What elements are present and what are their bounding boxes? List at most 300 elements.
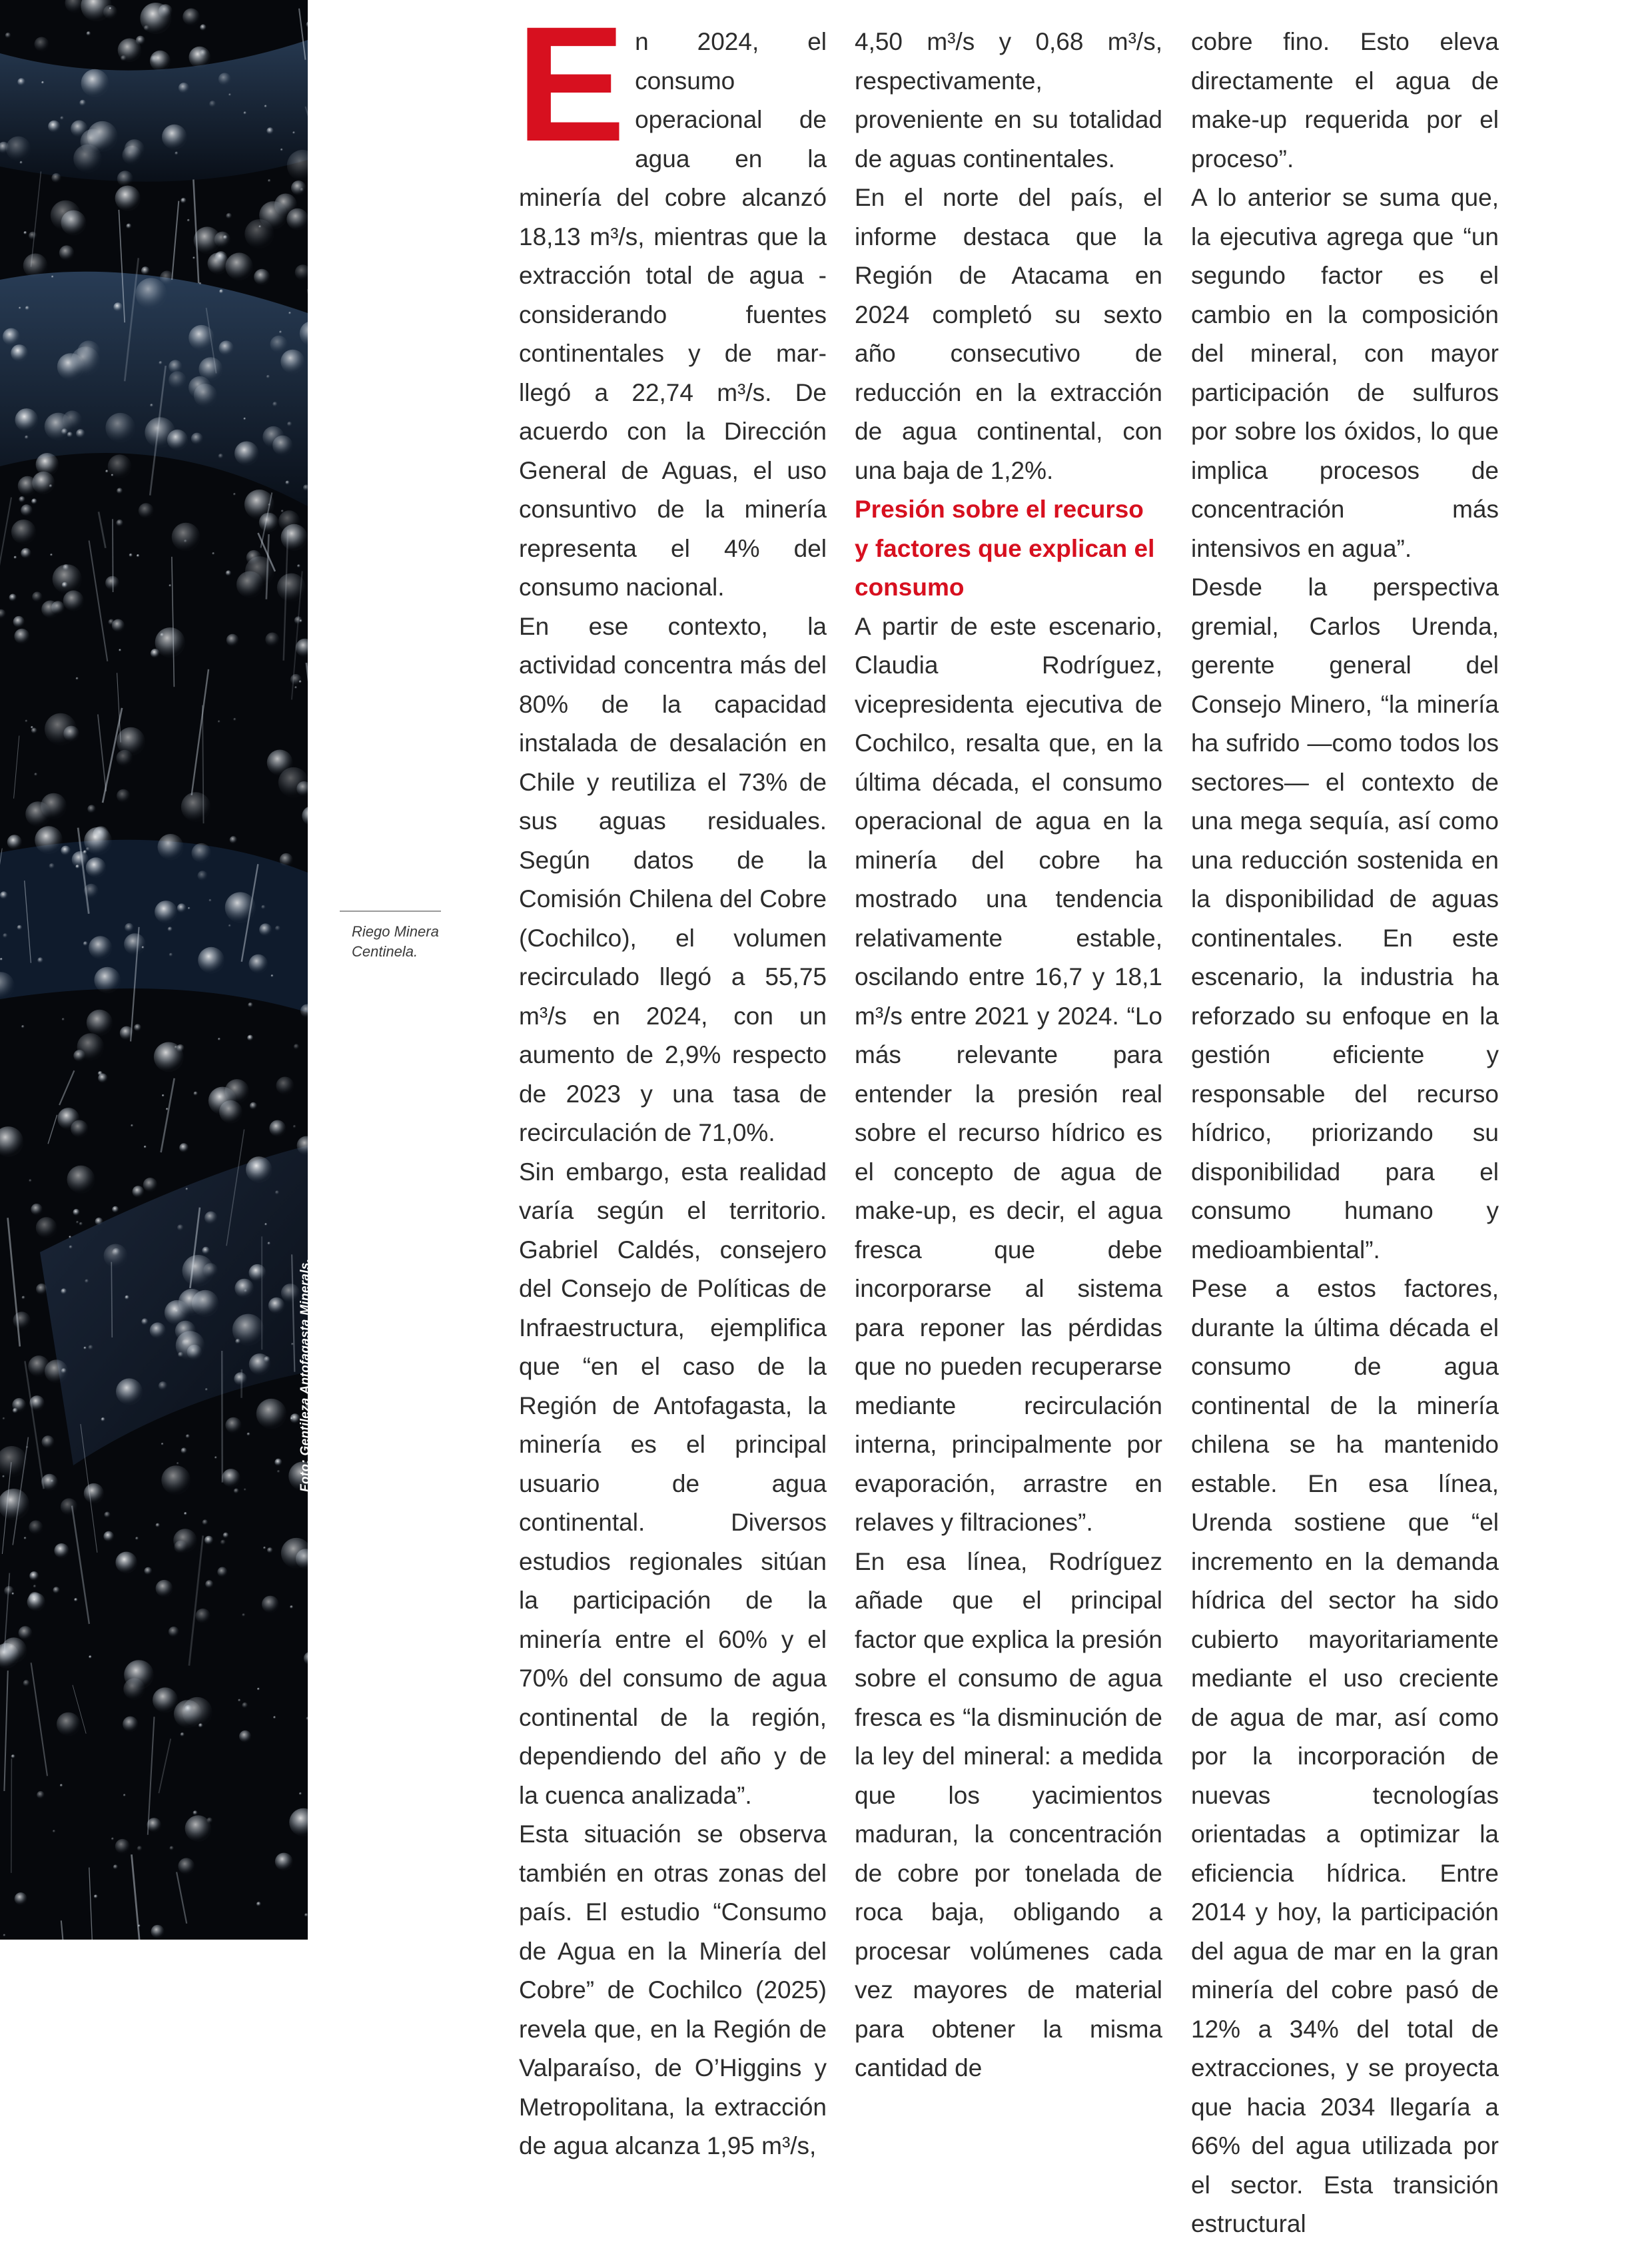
water-droplet: [191, 433, 203, 445]
water-droplet: [29, 1571, 39, 1581]
water-droplet: [161, 1465, 191, 1495]
water-droplet: [144, 25, 149, 31]
water-droplet: [169, 1846, 174, 1851]
water-droplet: [134, 1024, 141, 1031]
water-droplet: [294, 1044, 299, 1049]
water-droplet: [199, 1723, 203, 1728]
water-droplet: [290, 1605, 293, 1609]
water-droplet: [17, 925, 23, 931]
water-droplet: [117, 750, 133, 767]
water-droplet: [104, 1244, 128, 1268]
water-droplet: [172, 523, 201, 552]
water-droplet: [28, 1355, 49, 1377]
water-droplet: [117, 488, 123, 494]
water-droplet: [125, 139, 145, 159]
paragraph: n 2024, el consumo operacional de agua en la minería del cobre alcanzó 18,13 m³/s, mientras que la extracción total de agua -considerando fuentes continentales y de mar- llegó a 22,74 m³/s. De acuerdo con la Dirección General de Aguas, el uso consuntivo de la minería representa el 4% del consumo nacional.: [519, 23, 827, 607]
water-droplet: [101, 1417, 105, 1421]
water-droplet: [61, 1288, 67, 1294]
water-droplet: [188, 907, 191, 910]
water-droplet: [11, 1754, 15, 1758]
water-droplet: [265, 633, 279, 647]
water-droplet: [259, 201, 287, 229]
water-droplet: [158, 834, 184, 860]
water-droplet: [288, 312, 291, 314]
water-droplet: [177, 903, 187, 913]
water-droplet: [145, 1567, 153, 1575]
water-droplet: [193, 1810, 198, 1815]
water-droplet: [59, 245, 75, 260]
water-droplet: [74, 1598, 78, 1602]
water-droplet: [184, 540, 187, 543]
water-droplet: [249, 954, 268, 974]
water-droplet: [275, 926, 280, 931]
water-droplet: [266, 375, 270, 378]
water-droplet: [250, 1102, 257, 1110]
water-droplet: [45, 413, 73, 441]
water-droplet: [223, 1533, 229, 1539]
water-droplet: [60, 117, 64, 121]
water-droplet: [31, 726, 33, 729]
water-droplet: [226, 570, 232, 576]
water-droplet: [168, 927, 173, 931]
water-droplet: [13, 1311, 31, 1329]
water-droplet: [272, 402, 278, 407]
water-droplet: [285, 481, 289, 485]
water-droplet: [153, 1687, 178, 1712]
water-droplet: [76, 1221, 79, 1224]
water-droplet: [242, 1702, 248, 1708]
water-droplet: [119, 649, 121, 651]
water-droplet: [12, 1593, 15, 1595]
water-droplet: [21, 548, 31, 559]
water-droplet: [62, 1018, 65, 1020]
water-droplet: [299, 680, 302, 683]
water-droplet: [184, 1512, 187, 1515]
water-droplet: [266, 127, 274, 135]
water-droplet: [103, 1531, 114, 1542]
water-droplet: [186, 1434, 190, 1438]
water-droplet: [203, 1519, 208, 1525]
water-droplet: [246, 1156, 272, 1182]
water-droplet: [274, 1459, 282, 1466]
water-droplet: [3, 1934, 6, 1937]
water-droplet: [151, 1925, 165, 1938]
water-droplet: [51, 173, 61, 183]
water-droplet: [37, 1791, 45, 1799]
water-droplet: [276, 1077, 294, 1095]
water-droplet: [11, 344, 28, 362]
water-droplet: [248, 1002, 253, 1008]
water-droplet: [129, 554, 133, 558]
water-droplet: [111, 474, 114, 477]
water-droplet: [76, 677, 79, 680]
water-droplet: [87, 1010, 113, 1036]
water-droplet: [67, 1166, 95, 1194]
water-droplet: [187, 219, 190, 222]
water-droplet: [291, 181, 306, 195]
water-droplet: [268, 1298, 285, 1314]
water-droplet: [89, 1655, 92, 1659]
water-droplet: [156, 1523, 161, 1528]
water-droplet: [205, 1212, 217, 1224]
water-droplet: [272, 436, 292, 456]
water-droplet: [41, 601, 59, 618]
water-droplet: [71, 121, 87, 137]
water-droplet: [121, 55, 127, 61]
water-droplet: [208, 1087, 236, 1115]
water-droplet: [194, 1092, 198, 1096]
water-droplet: [33, 1599, 36, 1601]
water-droplet: [258, 225, 261, 228]
water-droplet: [254, 269, 270, 285]
water-droplet: [50, 554, 53, 556]
water-droplet: [218, 454, 224, 459]
water-droplet: [286, 208, 308, 230]
water-droplet: [259, 923, 272, 936]
water-droplet: [81, 69, 109, 97]
water-droplet: [98, 1074, 107, 1083]
water-droplet: [280, 350, 304, 374]
water-droplet: [261, 905, 266, 910]
water-droplet: [22, 1296, 25, 1300]
water-droplet: [51, 200, 81, 230]
water-droplet: [218, 1038, 220, 1040]
water-droplet: [23, 254, 48, 278]
water-droplet: [53, 1830, 56, 1833]
water-droplet: [131, 1124, 133, 1127]
water-droplet: [264, 1223, 267, 1226]
water-droplet: [15, 408, 39, 432]
water-droplet: [234, 442, 258, 466]
water-droplet: [53, 1587, 59, 1593]
water-droplet: [177, 1462, 179, 1465]
water-droplet: [196, 1609, 210, 1623]
water-droplet: [123, 1716, 138, 1732]
water-droplet: [126, 224, 131, 229]
water-droplet: [49, 863, 55, 869]
water-droplet: [228, 925, 231, 927]
article-column-1: [519, 23, 827, 2166]
water-droplet: [57, 1108, 79, 1130]
water-droplet: [183, 9, 200, 26]
water-droplet: [23, 1680, 30, 1686]
water-droplet: [25, 436, 29, 440]
water-droplet: [62, 582, 68, 588]
article-column-3: [1191, 23, 1499, 2244]
water-droplet: [234, 1279, 254, 1298]
water-droplet: [249, 1264, 266, 1282]
water-droplet: [15, 1892, 27, 1905]
water-droplet: [226, 213, 232, 219]
water-droplet: [214, 1456, 217, 1459]
water-droplet: [144, 1146, 147, 1148]
water-droplet: [84, 1483, 104, 1503]
water-droplet: [208, 899, 211, 902]
water-droplet: [155, 901, 177, 923]
water-droplet: [205, 1536, 213, 1545]
water-droplet: [290, 1417, 293, 1420]
water-droplet: [264, 105, 267, 107]
water-droplet: [94, 967, 121, 994]
water-droplet: [87, 31, 91, 36]
water-droplet: [31, 1204, 43, 1216]
water-droplet: [113, 302, 123, 312]
water-droplet: [61, 846, 71, 856]
water-droplet: [112, 619, 125, 632]
water-droplet: [87, 805, 96, 813]
water-droplet: [54, 1543, 69, 1558]
water-droplet: [86, 847, 90, 851]
water-droplet: [9, 594, 17, 601]
paragraph: A partir de este escenario, Claudia Rodríguez, vicepresidenta ejecutiva de Cochilco, resalta que, en la última década, el consumo operacional de agua en la minería del cobre ha mostrado una tendencia relativamente estable, oscilando entre 16,7 y 18,1 m³/s entre 2021 y 2024. “Lo más relevante para entender la presión real sobre el recurso hídrico es el concepto de agua de make-up, es decir, el agua fresca que debe incorporarse al sistema para reponer las pérdidas que no pueden recuperarse mediante recirculación interna, principalmente por evaporación, arrastre en relaves y filtraciones”.: [855, 607, 1162, 1543]
water-droplet: [112, 1206, 119, 1213]
water-droplet: [225, 252, 252, 280]
water-droplet: [218, 73, 231, 85]
water-droplet: [115, 186, 141, 211]
water-droplet: [169, 1627, 179, 1637]
caption-rule: [340, 911, 441, 912]
water-droplet: [200, 24, 206, 31]
water-droplet: [0, 891, 8, 899]
water-droplet: [169, 953, 173, 957]
water-droplet: [11, 520, 36, 544]
water-droplet: [35, 37, 49, 51]
water-droplet: [233, 493, 236, 496]
water-droplet: [299, 1792, 302, 1795]
water-droplet: [63, 726, 79, 742]
water-droplet: [239, 1730, 251, 1742]
water-droplet: [33, 1585, 37, 1588]
water-droplet: [226, 634, 239, 647]
water-droplet: [105, 576, 119, 590]
water-droplet: [135, 278, 167, 309]
water-droplet: [194, 384, 217, 407]
droplet-illustration: [0, 0, 308, 1940]
water-droplet: [281, 510, 284, 512]
water-droplet: [115, 1839, 130, 1854]
water-droplet: [277, 1470, 280, 1473]
water-streak: [111, 1262, 112, 1337]
water-droplet: [267, 1242, 270, 1245]
drop-cap: E: [516, 28, 625, 140]
water-droplet: [219, 340, 234, 355]
water-droplet: [183, 1697, 212, 1727]
water-droplet: [135, 1537, 139, 1540]
water-droplet: [279, 330, 282, 333]
water-droplet: [27, 1593, 45, 1611]
paragraph: Desde la perspectiva gremial, Carlos Urenda, gerente general del Consejo Minero, “la minería ha sufrido —como todos los sectores— el contexto de una mega sequía, así como una reducción sostenida en la disponibilidad de aguas continentales. En este escenario, la industria ha reforzado su enfoque en la gestión eficiente y responsable del recurso hídrico, priorizando su disponibilidad para el consumo humano y medioambiental”.: [1191, 568, 1499, 1270]
water-droplet: [51, 276, 54, 278]
water-droplet: [169, 360, 182, 373]
water-droplet: [247, 1035, 253, 1041]
water-droplet: [150, 1322, 166, 1338]
water-droplet: [257, 1688, 260, 1690]
water-droplet: [179, 83, 189, 93]
water-droplet: [181, 198, 187, 204]
water-droplet: [69, 1246, 73, 1250]
water-droplet: [287, 422, 292, 426]
water-droplet: [256, 1902, 261, 1906]
water-droplet: [89, 936, 112, 959]
water-droplet: [124, 1660, 154, 1690]
water-droplet: [72, 851, 89, 868]
water-droplet: [104, 1512, 110, 1518]
water-droplet: [177, 1044, 185, 1052]
water-droplet: [111, 1838, 114, 1840]
water-droplet: [234, 1372, 247, 1385]
article-column-2: [855, 23, 1162, 2088]
water-droplet: [23, 231, 27, 234]
water-droplet: [264, 1356, 270, 1363]
water-droplet: [124, 933, 146, 955]
paragraph: Pese a estos factores, durante la última década el consumo de agua continental de la minería chilena se ha mantenido estable. En esa línea, Urenda sostiene que “el incremento en la demanda hídrica del sector ha sido cubierto mayoritariamente mediante el uso creciente de agua de mar, así como por la incorporación de nuevas tecnologías orientadas a optimizar la eficiencia hídrica. Entre 2014 y hoy, la participación del agua de mar en la gran minería del cobre pasó de 12% a 34% del total de extracciones, y se proyecta que hacia 2034 llegaría a 66% del agua utilizada por el sector. Esta transición estructural: [1191, 1270, 1499, 2244]
water-droplet: [137, 554, 140, 558]
water-droplet: [24, 1537, 27, 1539]
water-droplet: [162, 125, 187, 150]
water-droplet: [125, 1296, 129, 1300]
water-droplet: [19, 496, 25, 503]
water-droplet: [94, 1894, 98, 1898]
water-droplet: [73, 145, 102, 173]
water-droplet: [267, 1547, 273, 1553]
water-droplet: [278, 510, 300, 532]
water-droplet: [142, 946, 145, 949]
water-droplet: [71, 346, 101, 376]
water-droplet: [178, 1858, 195, 1874]
water-droplet: [268, 179, 271, 183]
water-droplet: [299, 619, 302, 623]
paragraph: En el norte del país, el informe destaca que la Región de Atacama en 2024 completó su sexto año consecutivo de reducción en la extracción de agua continental, con una baja de 1,2%.: [855, 179, 1162, 490]
water-droplet: [165, 1300, 190, 1325]
water-droplet: [60, 1784, 63, 1787]
water-droplet: [61, 1498, 78, 1515]
water-droplet: [3, 328, 20, 346]
water-droplet: [225, 1417, 241, 1433]
section-subheading: Presión sobre el recurso y factores que explican el consumo: [855, 490, 1162, 607]
water-droplet: [73, 1209, 79, 1216]
water-droplet: [117, 171, 133, 187]
water-droplet: [269, 1120, 286, 1137]
water-droplet: [169, 371, 187, 389]
water-droplet: [17, 78, 25, 86]
paragraph: En esa línea, Rodríguez añade que el principal factor que explica la presión sobre el consumo de agua fresca es “la disminución de la ley del mineral: a medida que los yacimientos maduran, la concentración de cobre por tonelada de roca baja, obligando a procesar volúmenes cada vez mayores de material para obtener la misma cantidad de: [855, 1543, 1162, 2088]
water-droplet: [116, 1378, 143, 1405]
photo-caption: Riego Minera Centinela.: [352, 922, 445, 962]
water-droplet: [19, 307, 21, 310]
water-droplet: [294, 686, 297, 689]
water-droplet: [223, 235, 228, 240]
water-droplet: [243, 111, 246, 115]
water-droplet: [243, 418, 246, 420]
water-droplet: [141, 1318, 148, 1325]
paragraph: Sin embargo, esta realidad varía según el territorio. Gabriel Caldés, consejero del Consejo de Políticas de Infraestructura, ejemplifica que “en el caso de la Región de Antofagasta, la minería es el principal usuario de agua continental. Diversos estudios regionales sitúan la participación de la minería entre el 60% y el 70% del consumo de agua continental de la región, dependiendo del año y de la cuenca analizada”.: [519, 1153, 827, 1816]
water-droplet: [217, 1567, 227, 1577]
water-droplet: [179, 1143, 189, 1152]
water-droplet: [125, 923, 134, 933]
water-droplet: [244, 1489, 246, 1491]
water-droplet: [113, 1864, 118, 1869]
water-droplet: [159, 361, 163, 365]
water-droplet: [14, 556, 17, 560]
water-droplet: [159, 1381, 167, 1390]
water-droplet: [267, 750, 293, 776]
water-droplet: [34, 773, 37, 776]
water-droplet: [150, 51, 171, 71]
water-droplet: [14, 629, 29, 644]
water-droplet: [293, 1125, 296, 1128]
water-droplet: [69, 1236, 71, 1238]
photo-credit: Foto: Gentileza Antofagasta Minerals.: [298, 1259, 313, 1492]
water-droplet: [150, 404, 153, 407]
water-droplet: [31, 498, 37, 504]
water-droplet: [35, 826, 63, 854]
water-droplet: [235, 1339, 240, 1344]
water-droplet: [160, 633, 165, 637]
water-droplet: [193, 256, 195, 259]
water-droplet: [83, 941, 88, 946]
water-droplet: [162, 1094, 165, 1097]
water-droplet: [13, 616, 25, 627]
water-droplet: [20, 161, 23, 165]
water-droplet: [212, 552, 214, 555]
water-droplet: [214, 251, 227, 264]
water-droplet: [12, 1398, 26, 1412]
water-droplet: [25, 801, 51, 827]
water-droplet: [151, 649, 160, 658]
water-droplet: [228, 93, 231, 96]
water-droplet: [21, 1025, 25, 1028]
water-droplet: [200, 49, 208, 57]
water-droplet: [143, 1178, 157, 1192]
water-droplet: [85, 1279, 89, 1283]
water-droplet: [281, 1284, 300, 1302]
water-droplet: [37, 957, 43, 963]
water-droplet: [0, 958, 3, 960]
water-droplet: [202, 1247, 210, 1255]
water-droplet: [175, 1046, 178, 1049]
water-droplet: [192, 843, 212, 863]
water-droplet: [177, 1224, 184, 1231]
water-droplet: [262, 1596, 279, 1613]
water-droplet: [88, 1345, 93, 1350]
water-droplet: [115, 1552, 137, 1574]
water-droplet: [238, 1699, 240, 1702]
water-droplet: [233, 718, 236, 721]
water-droplet: [105, 413, 135, 443]
water-droplet: [76, 429, 85, 438]
water-droplet: [186, 1188, 189, 1190]
water-droplet: [230, 836, 237, 843]
water-droplet: [137, 1846, 143, 1851]
water-droplet: [86, 857, 106, 877]
water-droplet: [25, 306, 30, 310]
water-droplet: [75, 865, 79, 869]
water-droplet: [79, 100, 86, 107]
water-droplet: [181, 1447, 187, 1453]
water-droplet: [2, 1475, 5, 1478]
water-droplet: [42, 1435, 55, 1448]
paragraph: cobre fino. Esto eleva directamente el agua de make-up requerida por el proceso”.: [1191, 23, 1499, 179]
water-droplet: [247, 1433, 250, 1436]
water-droplet: [6, 137, 31, 161]
water-droplet: [198, 871, 208, 881]
water-droplet: [234, 1489, 239, 1494]
water-droplet: [139, 503, 154, 518]
water-droplet: [21, 504, 33, 516]
water-droplet: [205, 1580, 213, 1588]
water-droplet: [176, 1331, 205, 1360]
water-droplet: [292, 131, 295, 134]
